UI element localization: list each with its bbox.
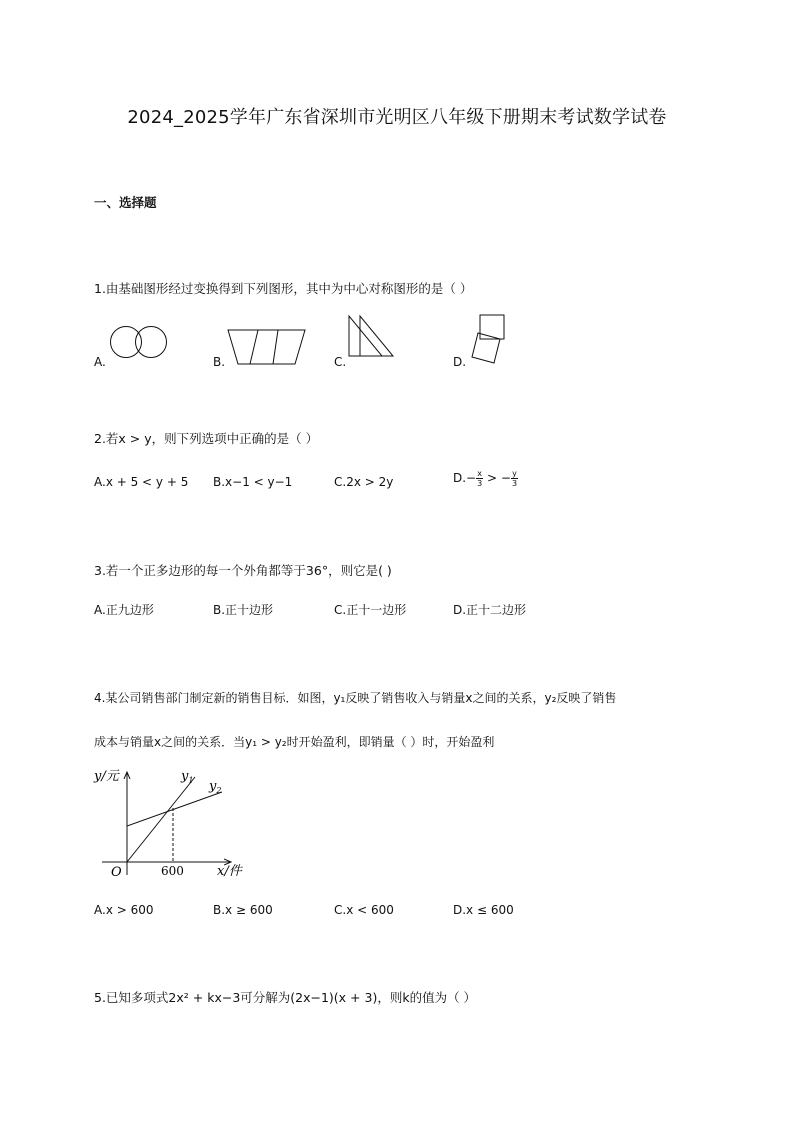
q1-option-c-figure: [346, 314, 396, 358]
line-y2-subscript: 2: [216, 786, 222, 795]
q3-option-c: C.正十一边形: [334, 603, 407, 617]
q4-graph: [92, 765, 262, 880]
q3-option-b: B.正十边形: [213, 603, 274, 617]
line-y1: [127, 777, 195, 862]
tick-label-600: 600: [161, 864, 184, 878]
q2-option-b: B.x−1 < y−1: [213, 475, 293, 489]
trapezoid-divider-2: [273, 330, 278, 364]
fraction-denominator: 3: [477, 479, 483, 488]
q4-option-c: C.x < 600: [334, 903, 394, 917]
q4-option-b: B.x ≥ 600: [213, 903, 273, 917]
q3-option-d: D.正十二边形: [453, 603, 527, 617]
y-axis-label: y/元: [94, 769, 119, 784]
line-y2-label: [208, 779, 221, 795]
q1-option-d-figure: [468, 313, 510, 367]
fraction-denominator: 3: [511, 479, 518, 488]
q2-option-a: A.x + 5 < y + 5: [94, 475, 189, 489]
q1-option-d-label: D.: [453, 355, 467, 369]
fraction-numerator: x: [477, 469, 483, 478]
q2-option-c: C.2x > 2y: [334, 475, 394, 489]
fraction-y-over-3: [511, 469, 518, 488]
question-2-stem: 2.若x > y，则下列选项中正确的是（ ）: [94, 431, 319, 446]
square-top: [480, 315, 504, 339]
q1-option-a-figure: [108, 323, 170, 361]
page-title: 2024_2025学年广东省深圳市光明区八年级下册期末考试数学试卷: [127, 107, 667, 128]
q2-option-d-prefix: D.−: [453, 471, 477, 485]
line-y2: [127, 792, 222, 826]
q4-option-a: A.x > 600: [94, 903, 154, 917]
q1-option-b-label: B.: [213, 355, 226, 369]
q4-option-d: D.x ≤ 600: [453, 903, 514, 917]
fraction-numerator: y: [512, 469, 517, 478]
origin-label: O: [111, 865, 122, 880]
q2-option-d: [453, 469, 518, 488]
x-axis-label: x/件: [217, 864, 242, 879]
line-y2-symbol: y: [209, 779, 217, 794]
line-y1-symbol: y: [181, 769, 189, 784]
question-5-stem: 5.已知多项式2x² + kx−3可分解为(2x−1)(x + 3)，则k的值为（ ）: [94, 990, 477, 1005]
circle-left: [111, 327, 142, 358]
question-3-stem: 3.若一个正多边形的每一个外角都等于36°，则它是( ): [94, 563, 392, 578]
q3-option-a: A.正九边形: [94, 603, 154, 617]
section-heading: 一、选择题: [94, 195, 157, 210]
q1-option-a-label: A.: [94, 355, 106, 369]
q1-option-c-label: C.: [334, 355, 347, 369]
circle-right: [136, 327, 167, 358]
trapezoid-outline: [228, 330, 305, 364]
line-y1-subscript: 1: [188, 776, 194, 785]
question-4-stem-line-2: 成本与销量x之间的关系．当y₁ > y₂时开始盈利，即销量（ ）时，开始盈利: [94, 735, 495, 749]
q1-option-b-figure: [226, 328, 308, 366]
question-1-stem: 1.由基础图形经过变换得到下列图形，其中为中心对称图形的是（ ）: [94, 281, 473, 296]
q2-option-d-compare: > −: [483, 471, 511, 485]
square-rotated: [472, 333, 500, 363]
question-4-stem-line-1: 4.某公司销售部门制定新的销售目标．如图，y₁反映了销售收入与销量x之间的关系，y₂反映了销售: [94, 691, 617, 705]
trapezoid-divider-1: [250, 330, 258, 364]
line-y1-label: [180, 769, 193, 785]
